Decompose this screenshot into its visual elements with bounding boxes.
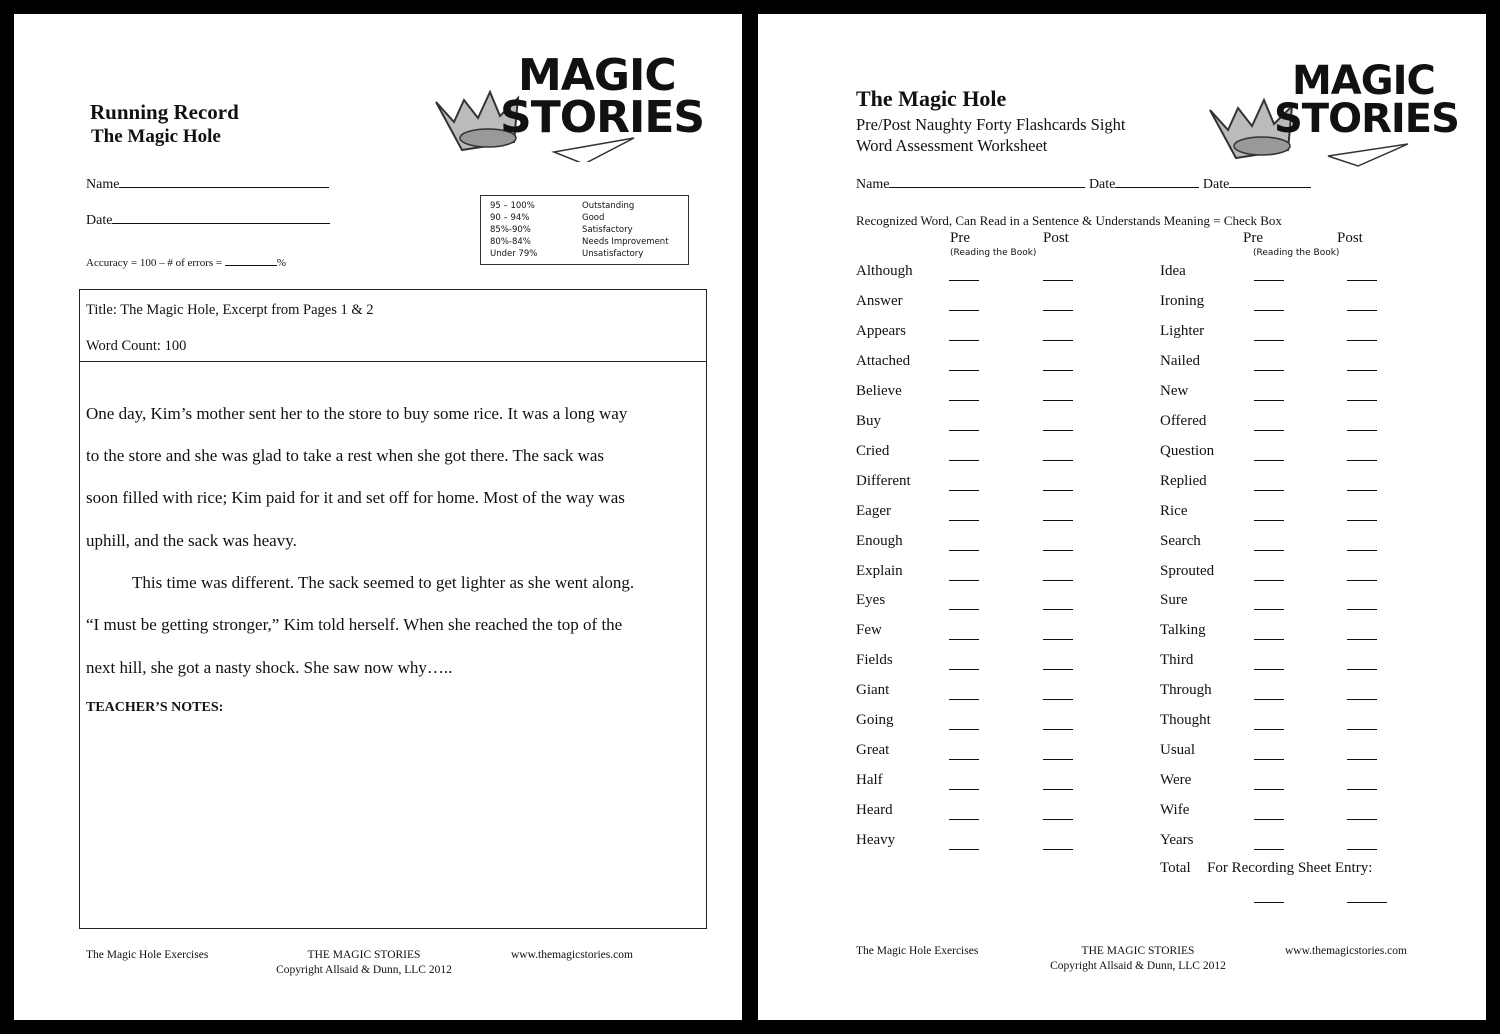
name-label: Name [86, 177, 120, 192]
pre-check-blank[interactable] [1254, 699, 1284, 700]
pre-header: Pre [950, 230, 970, 246]
pre-check-blank[interactable] [1254, 430, 1284, 431]
post-check-blank[interactable] [1043, 609, 1073, 610]
running-record-page [14, 14, 742, 1020]
post-check-blank[interactable] [1347, 609, 1377, 610]
pre-check-blank[interactable] [1254, 490, 1284, 491]
post-check-blank[interactable] [1043, 370, 1073, 371]
pre-check-blank[interactable] [949, 759, 979, 760]
pre-check-blank[interactable] [949, 340, 979, 341]
pre-check-blank[interactable] [1254, 669, 1284, 670]
date-label: Date [86, 213, 113, 228]
sight-word: New [1160, 382, 1189, 399]
post-check-blank[interactable] [1347, 639, 1377, 640]
post-check-blank[interactable] [1347, 669, 1377, 670]
pre-check-blank[interactable] [949, 819, 979, 820]
sight-word: Giant [856, 682, 890, 699]
post-check-blank[interactable] [1347, 370, 1377, 371]
post-check-blank[interactable] [1347, 310, 1377, 311]
page-title: The Magic Hole [856, 86, 1007, 111]
post-check-blank[interactable] [1347, 759, 1377, 760]
logo-text-magic: MAGIC [1292, 58, 1435, 104]
post-check-blank[interactable] [1043, 340, 1073, 341]
scale-row: 85%-90% Satisfactory [490, 225, 633, 235]
pre-check-blank[interactable] [1254, 580, 1284, 581]
sight-word: Replied [1160, 472, 1207, 489]
post-check-blank[interactable] [1347, 340, 1377, 341]
post-check-blank[interactable] [1347, 849, 1377, 850]
sight-word: Offered [1160, 412, 1207, 429]
scale-row: 95 – 100% Outstanding [490, 201, 635, 211]
instruction-text: Recognized Word, Can Read in a Sentence & Understands Meaning = Check Box [856, 213, 1282, 228]
pre-check-blank[interactable] [949, 310, 979, 311]
pre-check-blank[interactable] [1254, 460, 1284, 461]
pre-check-blank[interactable] [949, 550, 979, 551]
sight-word: Sprouted [1160, 562, 1215, 579]
sight-word: Idea [1160, 263, 1186, 279]
total-post-blank[interactable] [1347, 902, 1387, 903]
post-check-blank[interactable] [1043, 669, 1073, 670]
sight-word: Buy [856, 412, 882, 429]
pre-header: Pre [1243, 230, 1263, 246]
sight-word: Although [856, 263, 913, 279]
accuracy-formula: Accuracy = 100 – # of errors = % [86, 257, 287, 269]
date-label: Date [1088, 177, 1116, 192]
pre-check-blank[interactable] [1254, 340, 1284, 341]
post-check-blank[interactable] [1043, 699, 1073, 700]
pre-check-blank[interactable] [949, 580, 979, 581]
post-check-blank[interactable] [1347, 789, 1377, 790]
pre-check-blank[interactable] [949, 729, 979, 730]
post-check-blank[interactable] [1043, 430, 1073, 431]
story-line: to the store and she was glad to take a rest when she got there. The sack was [86, 446, 605, 465]
post-check-blank[interactable] [1043, 580, 1073, 581]
scale-row: 90 – 94% Good [490, 213, 605, 223]
post-check-blank[interactable] [1043, 849, 1073, 850]
footer-center-title: THE MAGIC STORIES [1081, 945, 1195, 957]
post-check-blank[interactable] [1043, 310, 1073, 311]
page-title: Running Record [90, 100, 239, 124]
post-check-blank[interactable] [1347, 460, 1377, 461]
post-check-blank[interactable] [1347, 550, 1377, 551]
pre-check-blank[interactable] [949, 669, 979, 670]
sight-word: Talking [1160, 622, 1206, 639]
sight-word: Through [1160, 682, 1212, 699]
sight-word: Third [1160, 652, 1194, 669]
post-check-blank[interactable] [1043, 819, 1073, 820]
pre-check-blank[interactable] [949, 520, 979, 521]
recording-entry-label: For Recording Sheet Entry: [1207, 860, 1373, 876]
sight-word: Attached [856, 352, 911, 369]
sight-word: Great [856, 742, 890, 759]
post-check-blank[interactable] [1043, 759, 1073, 760]
post-header: Post [1043, 230, 1069, 246]
total-label: Total [1160, 860, 1191, 876]
post-header: Post [1337, 230, 1363, 246]
pre-check-blank[interactable] [1254, 609, 1284, 610]
sight-word: Heard [856, 802, 893, 819]
story-line: “I must be getting stronger,” Kim told herself. When she reached the top of the [86, 615, 623, 634]
pre-check-blank[interactable] [949, 639, 979, 640]
sight-word: Years [1160, 832, 1194, 849]
sight-word: Ironing [1160, 292, 1205, 309]
post-check-blank[interactable] [1347, 430, 1377, 431]
sight-word: Wife [1160, 802, 1190, 819]
score-scale [480, 195, 689, 265]
word-count: Word Count: 100 [86, 338, 187, 354]
pre-check-blank[interactable] [949, 430, 979, 431]
name-field[interactable] [86, 177, 329, 193]
pre-check-blank[interactable] [949, 280, 979, 281]
footer-left: The Magic Hole Exercises [856, 945, 979, 957]
teachers-notes-label: TEACHER’S NOTES: [86, 700, 224, 715]
sight-word: Half [856, 772, 883, 789]
post-check-blank[interactable] [1347, 280, 1377, 281]
date-label: Date [1202, 177, 1230, 192]
sight-word: Different [856, 472, 911, 489]
post-check-blank[interactable] [1043, 400, 1073, 401]
magic-stories-logo [434, 50, 705, 162]
footer-left: The Magic Hole Exercises [86, 949, 209, 961]
post-check-blank[interactable] [1043, 550, 1073, 551]
scale-row: 80%-84% Needs Improvement [490, 237, 669, 247]
footer-url[interactable]: www.themagicstories.com [511, 949, 633, 961]
story-line: One day, Kim’s mother sent her to the store to buy some rice. It was a long way [86, 404, 628, 423]
pre-check-blank[interactable] [1254, 639, 1284, 640]
sight-word: Enough [856, 532, 903, 549]
sight-word: Usual [1160, 742, 1195, 759]
sight-word-worksheet-page [758, 14, 1486, 1020]
sight-word: Few [856, 622, 882, 639]
post-check-blank[interactable] [1043, 280, 1073, 281]
sight-word: Search [1160, 532, 1201, 549]
pre-check-blank[interactable] [949, 460, 979, 461]
sight-word: Nailed [1160, 352, 1200, 369]
post-check-blank[interactable] [1347, 580, 1377, 581]
post-check-blank[interactable] [1043, 490, 1073, 491]
post-check-blank[interactable] [1347, 819, 1377, 820]
page-subtitle: Pre/Post Naughty Forty Flashcards Sight Word Assessment Worksheet [856, 115, 1126, 155]
post-check-blank[interactable] [1043, 460, 1073, 461]
sight-word: Heavy [856, 832, 896, 849]
sight-word: Appears [856, 322, 906, 339]
story-title: Title: The Magic Hole, Excerpt from Pages 1 & 2 [86, 302, 374, 318]
pre-check-blank[interactable] [1254, 520, 1284, 521]
pre-check-blank[interactable] [1254, 310, 1284, 311]
story-line: This time was different. The sack seemed to get lighter as she went along. [132, 573, 635, 592]
sight-word: Eager [856, 502, 891, 519]
footer-url[interactable]: www.themagicstories.com [1285, 945, 1407, 957]
sight-word: Lighter [1160, 322, 1205, 339]
sight-word: Thought [1160, 712, 1211, 729]
post-check-blank[interactable] [1043, 639, 1073, 640]
logo-text-stories: STORIES [1274, 96, 1459, 142]
pre-check-blank[interactable] [1254, 849, 1284, 850]
sight-word: Sure [1160, 592, 1188, 609]
sight-word: Eyes [856, 592, 886, 609]
reading-note: (Reading the Book) [950, 248, 1037, 258]
post-check-blank[interactable] [1043, 729, 1073, 730]
logo-text-magic: MAGIC [518, 50, 676, 101]
footer-copyright: Copyright Allsaid & Dunn, LLC 2012 [1050, 960, 1226, 972]
post-check-blank[interactable] [1347, 400, 1377, 401]
sight-word: Cried [856, 442, 890, 459]
pre-check-blank[interactable] [949, 490, 979, 491]
pre-check-blank[interactable] [1254, 370, 1284, 371]
logo-text-stories: STORIES [500, 92, 705, 143]
pre-check-blank[interactable] [949, 609, 979, 610]
pre-check-blank[interactable] [1254, 400, 1284, 401]
name-date-fields[interactable] [856, 177, 1311, 193]
sight-word: Explain [856, 562, 903, 579]
magic-stories-logo [1208, 60, 1468, 170]
sight-word: Rice [1160, 502, 1188, 519]
total-pre-blank[interactable] [1254, 902, 1284, 903]
story-line: soon filled with rice; Kim paid for it and set off for home. Most of the way was [86, 488, 625, 507]
story-line: uphill, and the sack was heavy. [86, 531, 297, 550]
name-label: Name [856, 177, 890, 192]
pre-check-blank[interactable] [949, 699, 979, 700]
post-check-blank[interactable] [1043, 789, 1073, 790]
scale-row: Under 79% Unsatisfactory [490, 249, 644, 259]
pre-check-blank[interactable] [1254, 819, 1284, 820]
pre-check-blank[interactable] [949, 400, 979, 401]
post-check-blank[interactable] [1347, 490, 1377, 491]
post-check-blank[interactable] [1347, 699, 1377, 700]
sight-word: Question [1160, 442, 1215, 459]
pre-check-blank[interactable] [1254, 550, 1284, 551]
sight-word: Fields [856, 652, 893, 669]
post-check-blank[interactable] [1043, 520, 1073, 521]
footer-center-title: THE MAGIC STORIES [307, 949, 421, 961]
page-subtitle: The Magic Hole [91, 126, 221, 147]
pre-check-blank[interactable] [1254, 729, 1284, 730]
reading-note: (Reading the Book) [1253, 248, 1340, 258]
pre-check-blank[interactable] [1254, 280, 1284, 281]
sight-word: Believe [856, 382, 902, 399]
sight-word: Answer [856, 292, 903, 309]
pre-check-blank[interactable] [949, 849, 979, 850]
pre-check-blank[interactable] [949, 789, 979, 790]
sight-word: Going [856, 712, 894, 729]
post-check-blank[interactable] [1347, 729, 1377, 730]
pre-check-blank[interactable] [949, 370, 979, 371]
pre-check-blank[interactable] [1254, 789, 1284, 790]
footer-copyright: Copyright Allsaid & Dunn, LLC 2012 [276, 964, 452, 976]
date-field[interactable] [86, 213, 330, 229]
pre-check-blank[interactable] [1254, 759, 1284, 760]
paper-plane-icon [1328, 144, 1408, 166]
story-line: next hill, she got a nasty shock. She saw now why….. [86, 658, 453, 677]
post-check-blank[interactable] [1347, 520, 1377, 521]
sight-word: Were [1160, 772, 1192, 789]
